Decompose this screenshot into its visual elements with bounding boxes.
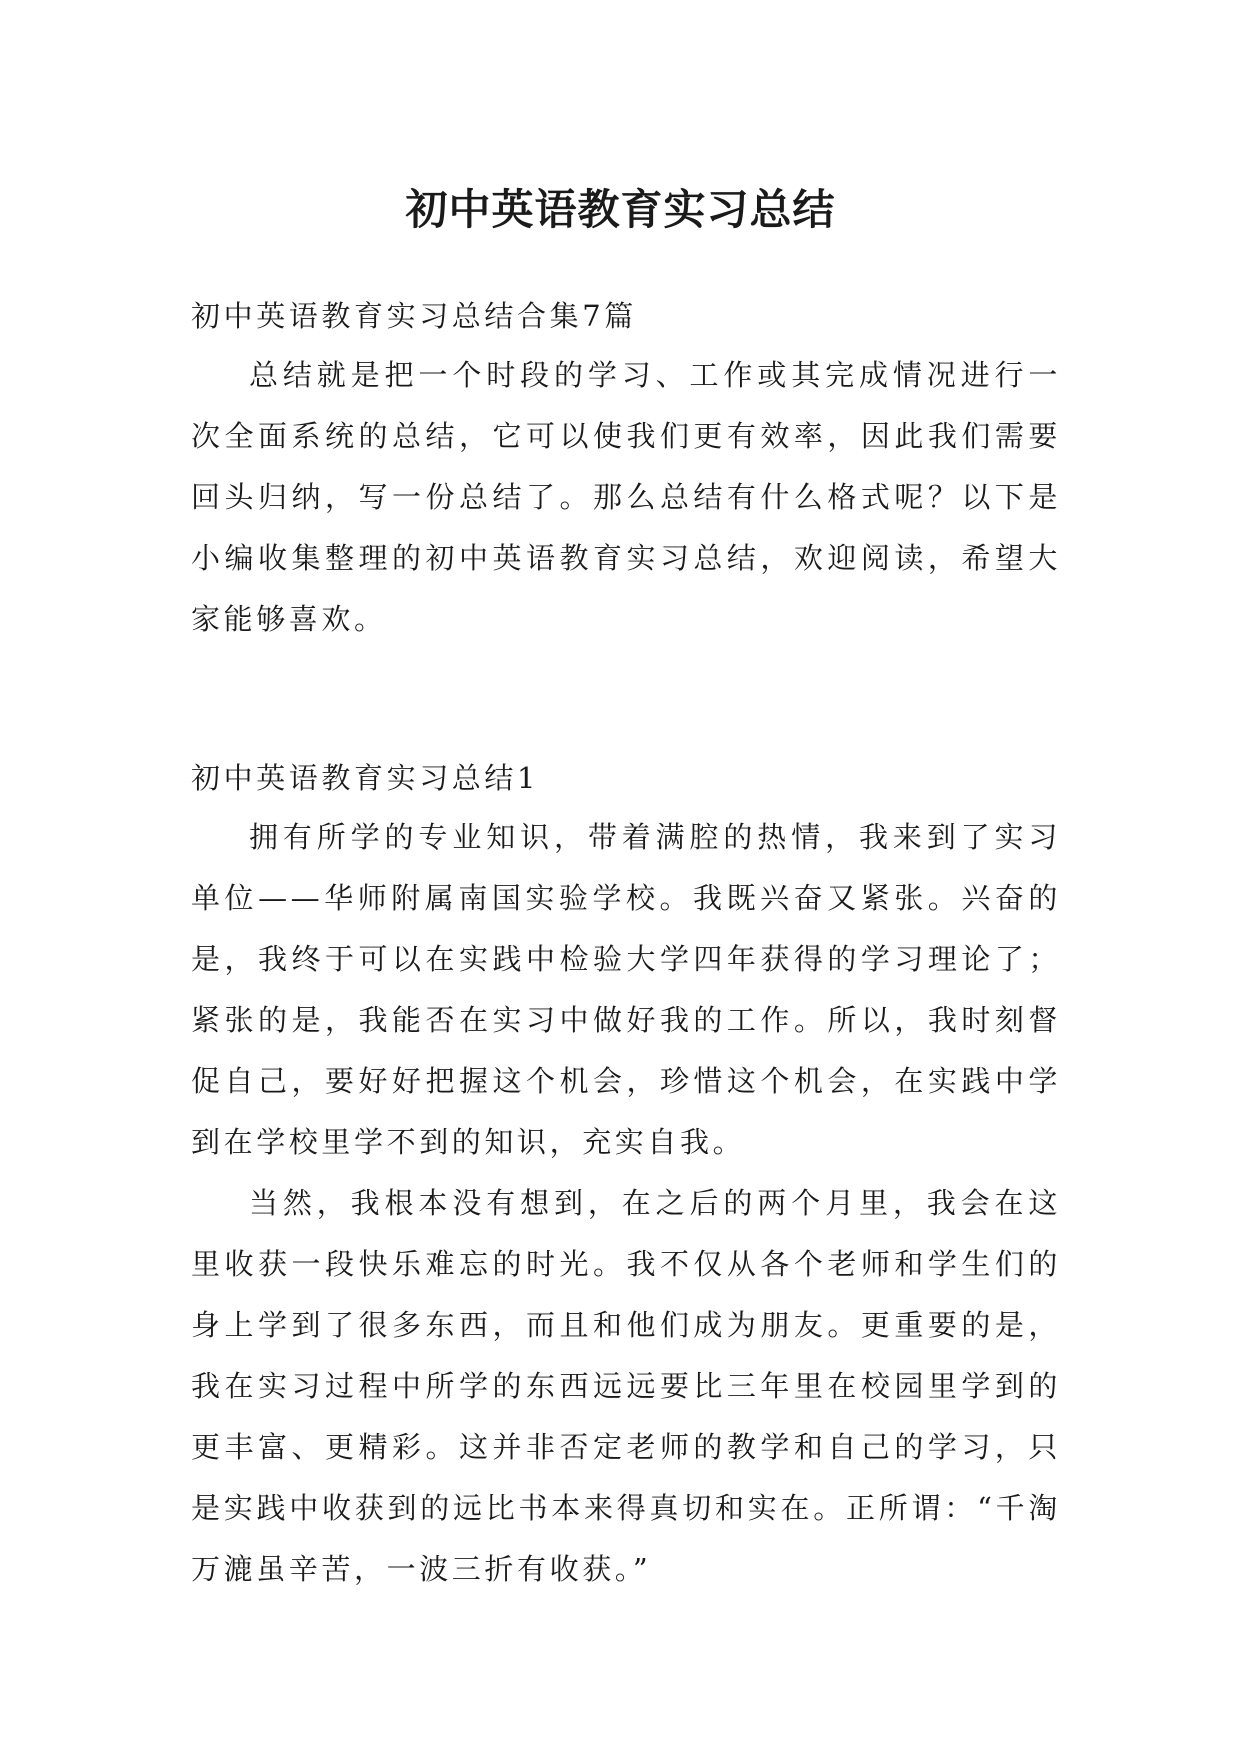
section-1-heading: 初中英语教育实习总结1	[191, 761, 540, 795]
intro-heading: 初中英语教育实习总结合集7篇	[191, 299, 637, 333]
intro-section	[191, 296, 1061, 650]
intro-paragraph: 总结就是把一个时段的学习、工作或其完成情况进行一次全面系统的总结，它可以使我们更有效率，因此我们需要回头归纳，写一份总结了。那么总结有什么格式呢？以下是小编收集整理的初中英语教育实习总结，欢迎阅读，希望大家能够喜欢。	[191, 358, 1061, 636]
section-1	[191, 758, 1061, 1600]
section-1-paragraph: 当然，我根本没有想到，在之后的两个月里，我会在这里收获一段快乐难忘的时光。我不仅从各个老师和学生们的身上学到了很多东西，而且和他们成为朋友。更重要的是，我在实习过程中所学的东西远远要比三年里在校园里学到的更丰富、更精彩。这并非否定老师的教学和自己的学习，只是实践中收获到的远比书本来得真切和实在。正所谓：“千淘万漉虽辛苦，一波三折有收获。”	[191, 1186, 1061, 1586]
section-1-paragraph: 拥有所学的专业知识，带着满腔的热情，我来到了实习单位——华师附属南国实验学校。我既兴奋又紧张。兴奋的是，我终于可以在实践中检验大学四年获得的学习理论了；紧张的是，我能否在实习中做好我的工作。所以，我时刻督促自己，要好好把握这个机会，珍惜这个机会，在实践中学到在学校里学不到的知识，充实自我。	[191, 820, 1061, 1159]
document-title: 初中英语教育实习总结	[405, 185, 836, 235]
